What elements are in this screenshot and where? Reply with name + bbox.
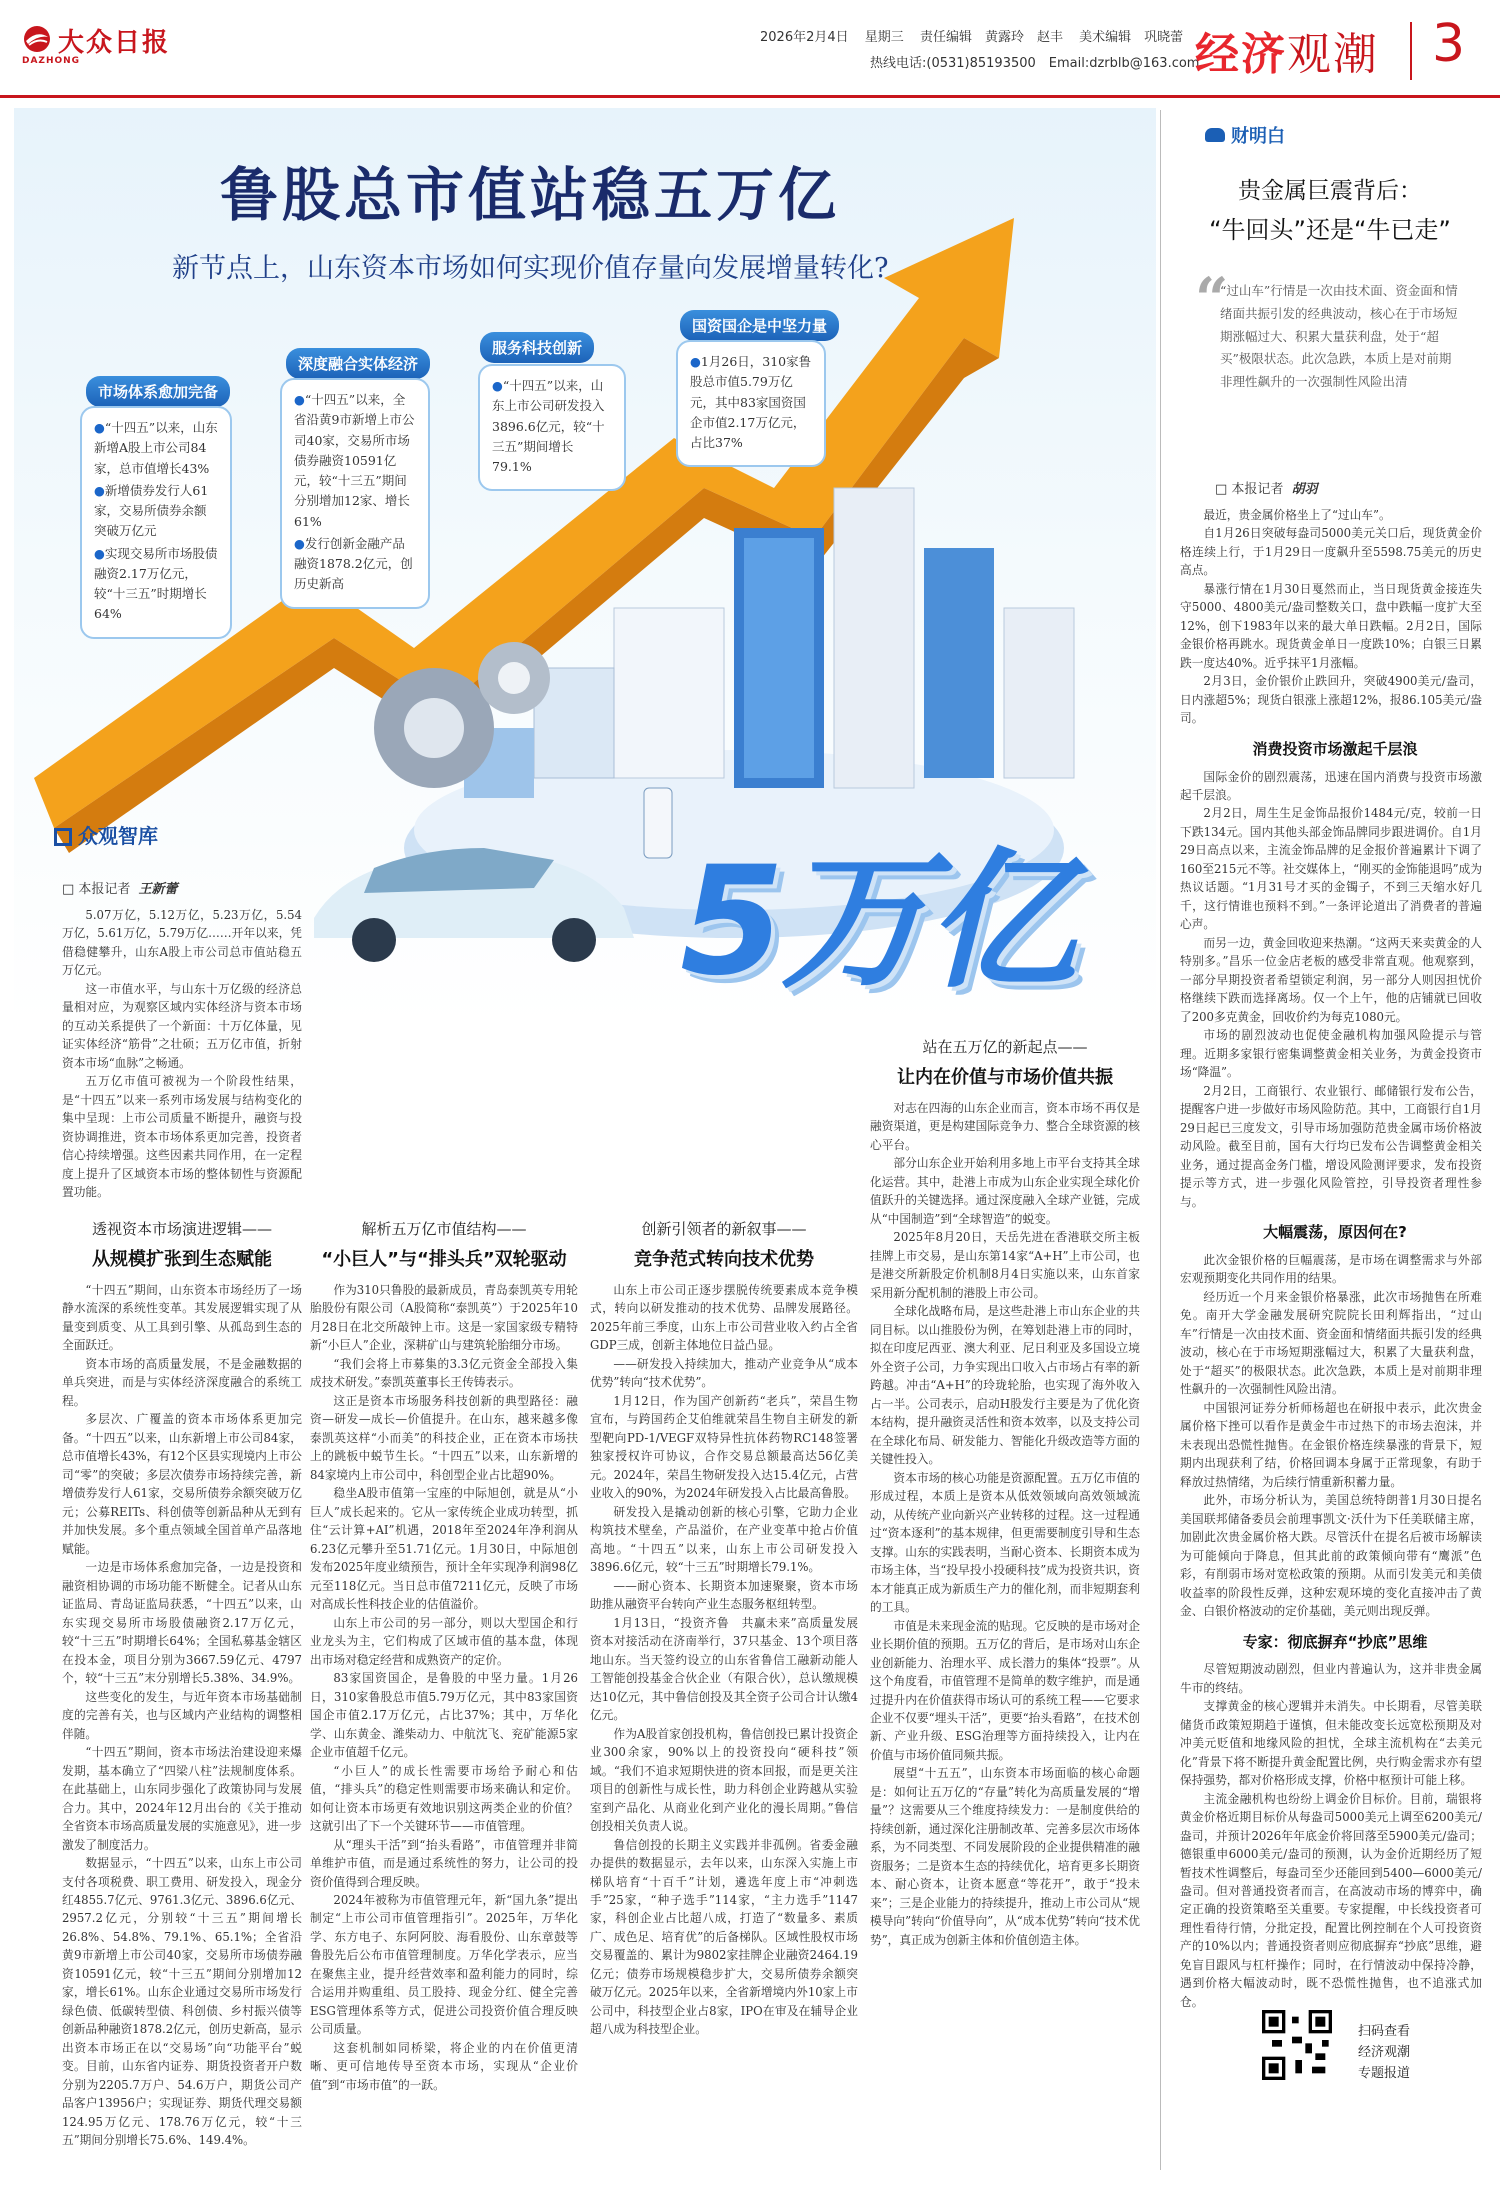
column-2 xyxy=(310,1218,578,2094)
issue-weekday: 星期三 xyxy=(864,30,904,45)
column-3 xyxy=(590,1218,858,2039)
section-title xyxy=(1195,18,1379,82)
lead-text xyxy=(62,906,302,1202)
grid-icon xyxy=(54,828,72,846)
tag-market-system: 市场体系愈加完备 xyxy=(86,376,230,407)
right-title-line2: “牛回头”还是“牛已走” xyxy=(1209,216,1451,244)
byline-right: □ 本报记者 胡羽 xyxy=(1215,482,1318,497)
column-body: 对志在四海的山东企业而言，资本市场不再仅是融资渠道，更是构建国际竞争力、整合全球资源的核心平台。 部分山东企业开始利用多地上市平台支持其全球化运营。其中，赴港上市成为山东企业实现全球化价值跃升的关键选择。通过深度融入全球产业链，完成从“中国制造”到“全球智造”的蜕变。 2025年8月20日，天岳先进在香港联交所主板挂牌上市交易，是山东第14家“A+H”上市公司，也是港交所新股定价机制8月4日实施以来，山东首家采用新分配机制的港股上市公司。 全球化战略布局，是这些赴港上市山东企业的共同目标。以山推股份为例，在筹划赴港上市的同时，拟在印度尼西亚、澳大利亚、尼日利亚及多国设立境外全资子公司，力争实现出口收入占市场占有率的新跨越。冲击“A+H”的玲珑轮胎，也实现了海外收入占一半。公司表示，启动H股发行主要是为了优化资本结构，提升融资灵活性和资本效率，以及支持公司在全球化布局、研发能力、智能化升级改造等方面的关键性投入。 资本市场的核心功能是资源配置。五万亿市值的形成过程，本质上是资本从低效领域向高效领域流动，从传统产业向新兴产业转移的过程。这一过程通过“资本逐利”的基本规律，但更需要制度引导和生态支撑。山东的实践表明，当耐心资本、长期资本成为市场主体，当“投早投小投硬科技”成为投资共识，资本才能真正成为新质生产力的催化剂，而非短期套利的工具。 市值是未来现金流的贴现。它反映的是市场对企业长期价值的预期。五万亿的背后，是市场对山东企业创新能力、治理水平、成长潜力的集体“投票”。从这个角度看，市值管理不是简单的数字维护，而是通过提升内在价值获得市场认可的系统工程——它要求企业不仅要“埋头干活”，更要“抬头看路”，在技术创新、产业升级、ESG治理等方面持续投入，让内在价值与市场价值同频共振。 展望“十五五”，山东资本市场面临的核心命题是：如何让五万亿的“存量”转化为高质量发展的“增量”？这需要从三个维度持续发力：一是制度供给的持续创新，通过深化注册制改革、完善多层次市场体系，为不同类型、不同发展阶段的企业提供精准的融资服务；二是资本生态的持续优化，培育更多长期资本、耐心资本，让资本愿意“等花开”，敢于“投未来”；三是企业能力的持续提升，推动上市公司从“规模导向”转向“价值导向”，从“成本优势”转向“技术优势”，真正成为创新主体和价值创造主体。 xyxy=(870,1101,1140,1947)
issue-date: 2026年2月4日 xyxy=(760,30,849,45)
tag-real-economy: 深度融合实体经济 xyxy=(286,348,430,379)
column-divider xyxy=(1160,110,1161,2170)
column-title: 从规模扩张到生态赋能 xyxy=(92,1249,272,1270)
column-title: 让内在价值与市场价值共振 xyxy=(897,1067,1113,1088)
qr-caption: 扫码查看 经济观潮 专题报道 xyxy=(1358,2024,1411,2081)
bubble-item: ●发行创新金融产品融资1878.2亿元，创历史新高 xyxy=(294,535,413,592)
column-title: “小巨人”与“排头兵”双轮驱动 xyxy=(321,1249,567,1270)
issue-editor: 责任编辑 黄露玲 赵丰 xyxy=(919,30,1063,45)
right-subhead-3: 专家：彻底摒弃“抄底”思维 xyxy=(1242,1632,1428,1651)
bubble-soe xyxy=(676,340,826,467)
lead-paragraph: 5.07万亿，5.12万亿，5.23万亿，5.54万亿，5.61万亿，5.79万亿……开年以来，凭借稳健攀升，山东A股上市公司总市值站稳五万亿元。 xyxy=(62,908,302,978)
charging-station-icon xyxy=(644,788,672,858)
column-body: 山东上市公司正逐步摆脱传统要素成本竞争模式，转向以研发推动的技术优势、品牌发展路径。2025年前三季度，山东上市公司营业收入约占全省GDP三成，创新主体地位日益凸显。 ——研发投入持续加大，推动产业竞争从“成本优势”转向“技术优势”。 1月12日，作为国产创新药“老兵”，荣昌生物宣布，与跨国药企艾伯维就荣昌生物自主研发的新型靶向PD-1/VEGF双特异性抗体药物RC148签署独家授权许可协议，合作交易总额最高达56亿美元。2024年，荣昌生物研发投入达15.4亿元，占营业收入的90%，为2024年研发投入占比最高鲁股。 研发投入是撬动创新的核心引擎，它助力企业构筑技术壁垒，产品溢价，在产业变革中抢占价值高地。“十四五”以来，山东上市公司研发投入3896.6亿元，较“十三五”时期增长79.1%。 ——耐心资本、长期资本加速聚聚，资本市场助推从融资平台转向产业生态服务枢纽转型。 1月13日，“投资齐鲁 共赢未来”高质量发展资本对接活动在济南举行，37只基金、13个项目落地山东。当天签约设立的山东省鲁信工融新动能人工智能创投基金合伙企业（有限合伙），总认缴规模达10亿元，其中鲁信创投及其全资子公司合计认缴4亿元。 作为A股首家创投机构，鲁信创投已累计投资企业300余家，90%以上的投资投向“硬科技”领域。“我们不追求短期快进的资本回报，而是更关注项目的创新性与成长性，助力科创企业跨越从实验室到产品化、从商业化到产业化的漫长周期。”鲁信创投相关负责人说。 鲁信创投的长期主义实践并非孤例。省委金融办提供的数据显示，去年以来，山东深入实施上市梯队培育“十百千”计划，遴选年度上市“冲刺选手”25家，“种子选手”114家，“主力选手”1147家，科创企业占比超八成，打造了“数量多、素质广、成色足、培育优”的后备梯队。区域性股权市场交易覆盖的、累计为9802家挂牌企业融资2464.19亿元；债券市场规模稳步扩大，交易所债券余额突破万亿元。2025年以来，全省新增境内外10家上市公司中，科技型企业占8家，IPO在审及在辅导企业超八成为科技型企业。 xyxy=(590,1283,858,2037)
column-body: “十四五”期间，山东资本市场经历了一场静水流深的系统性变革。其发展逻辑实现了从量变到质变、从工具到引擎、从孤岛到生态的全面跃迁。 资本市场的高质量发展，不是金融数据的单兵突进，而是与实体经济深度融合的系统工程。 多层次、广覆盖的资本市场体系更加完备。“十四五”以来，山东新增上市公司84家，总市值增长43%，有12个区县实现境内上市公司“零”的突破；多层次债券市场持续完善，新增债券发行人61家，交易所债券余额突破万亿元；公募REITs、科创债等创新品种从无到有并加快发展。多个重点领域全国首单产品落地赋能。 一边是市场体系愈加完备，一边是投资和融资相协调的市场功能不断健全。记者从山东证监局、青岛证监局获悉，“十四五”以来，山东实现交易所市场股债融资2.17万亿元，较“十三五”时期增长64%；全国私募基金辖区在投本金，项目分别为3667.59亿元、4797个，较“十三五”末分别增长5.38%、34.9%。 这些变化的发生，与近年资本市场基础制度的完善有关，也与区域内产业结构的调整相伴随。 “十四五”期间，资本市场法治建设迎来爆发期，基本确立了“四梁八柱”法规制度体系。在此基础上，山东同步强化了政策协同与发展合力。其中，2024年12月出台的《关于推动全省资本市场高质量发展的实施意见》，进一步激发了制度活力。 数据显示，“十四五”以来，山东上市公司支付各项税费、职工费用、研发投入，现金分红4855.7亿元、9761.3亿元、3896.6亿元、2957.2亿元，分别较“十三五”期间增长26.8%、54.8%、79.1%、65.1%；全省沿黄9市新增上市公司40家，交易所市场债券融资10591亿元，较“十三五”期间分别增加12家，增长61%。山东企业通过交易所市场发行绿色债、低碳转型债、科创债、乡村振兴债等创新品种融资1878.2亿元，创历史新高，显示出资本市场正在以“交易场”向“功能平台”蜕变。目前，山东省内证券、期货投资者开户数分别为2205.7万户、54.6万户，期货公司产品客户13956户；实现证券、期货代理交易额124.95万亿元、178.76万亿元，较“十三五”期间分别增长75.6%、149.4%。 xyxy=(62,1283,302,2148)
logo-emblem-icon xyxy=(20,24,54,54)
byline-main: □ 本报记者 王新蕾 xyxy=(62,882,178,897)
right-subhead-1: 消费投资市场激起千层浪 xyxy=(1252,739,1418,758)
main-subhead: 新节点上，山东资本市场如何实现价值存量向发展增量转化? xyxy=(172,253,889,284)
tag-tech-innovation: 服务科技创新 xyxy=(480,332,594,363)
newspaper-logo xyxy=(20,22,170,66)
bubble-market-system xyxy=(80,406,232,639)
column-body: 作为310只鲁股的最新成员，青岛泰凯英专用轮胎股份有限公司（A股简称“泰凯英”）于2025年10月28日在北交所敲钟上市。这是一家国家级专精特新“小巨人”企业，深耕矿山与建筑轮胎细分市场。 “我们会将上市募集的3.3亿元资金全部投入集成技术研发。”泰凯英董事长王传铸表示。 这正是资本市场服务科技创新的典型路径：融资—研发—成长—价值提升。在山东，越来越多像泰凯英这样“小而美”的科技企业，正在资本市场扶上的跳板中蜕节生长。“十四五”以来，山东新增的84家境内上市公司中，科创型企业占比超90%。 稳坐A股市值第一宝座的中际旭创，就是从“小巨人”成长起来的。它从一家传统企业成功转型，抓住“云计算+AI”机遇，2018年至2024年净利润从6.23亿元攀升至51.71亿元。1月30日，中际旭创发布2025年度业绩预告，预计全年实现净利润98亿元至118亿元。当日总市值7211亿元，反映了市场对高成长性科技企业的估值溢价。 山东上市公司的另一部分，则以大型国企和行业龙头为主，它们构成了区域市值的基本盘，体现出市场对稳定经营和成熟资产的定价。 83家国资国企，是鲁股的中坚力量。1月26日，310家鲁股总市值5.79万亿元，其中83家国资国企市值2.17万亿元，占比37%；其中，万华化学、山东黄金、潍柴动力、中航沈飞、兖矿能源5家企业市值超千亿元。 “小巨人”的成长性需要市场给予耐心和估值，“排头兵”的稳定性则需要市场来确认和定价。如何让资本市场更有效地识别这两类企业的价值？这就引出了下一个关键环节——市值管理。 从“理头干活”到“抬头看路”，市值管理并非简单维护市值，而是通过系统性的努力，让公司的投资价值得到合理反映。 2024年被称为市值管理元年，新“国九条”提出制定“上市公司市值管理指引”。2025年，万华化学、东方电子、东阿阿胶、海看股份、山东章鼓等鲁股先后公布市值管理制度。万华化学表示，应当在聚焦主业，提升经营效率和盈利能力的同时，综合运用并购重组、员工股持、现金分红、健全完善ESG管理体系等方式，促进公司投资价值合理反映公司质量。 这套机制如同桥梁，将企业的内在价值更清晰、更可信地传导至资本市场，实现从“企业价值”到“市场市值”的一跃。 xyxy=(310,1283,578,2092)
bubble-real-economy xyxy=(280,378,430,609)
column-label-caimingbai: 财明白 xyxy=(1205,122,1285,148)
column-label-zhongguan: 众观智库 xyxy=(54,820,158,849)
page-number-divider xyxy=(1410,22,1412,80)
issue-hotline: 热线电话:(0531)85193500 Email:dzrblb@163.com xyxy=(870,56,1200,71)
bubble-item: ●新增债券发行人61家，交易所债券余额突破万亿元 xyxy=(94,482,209,539)
hand-icon xyxy=(1205,128,1225,142)
column-4 xyxy=(870,1036,1140,1949)
right-body: 最近，贵金属价格坐上了“过山车”。 自1月26日突破每盎司5000美元关口后，现货黄金价格连续上行，于1月29日一度飙升至5598.75美元的历史高点。 暴涨行情在1月30日戛然而止，当日现货黄金接连失守5000、4800美元/盎司整数关口，盘中跌幅一度扩大至12%，创下1983年以来的最大单日跌幅。2月2日，国际金银价格再跳水。现货黄金单日一度跌10%；白银三日累跌一度达40%。近乎抹平1月涨幅。 2月3日，金价银价止跌回升，突破4900美元/盎司，日内涨超5%；现货白银涨上涨超12%，报86.105美元/盎司。 消费投资市场激起千层浪 国际金价的剧烈震荡，迅速在国内消费与投资市场激起千层浪。 2月2日，周生生足金饰品报价1484元/克，较前一日下跌134元。国内其他头部金饰品牌同步跟进调价。自1月29日高点以来，主流金饰品牌的足金报价普遍累计下调了160至215元不等。社交媒体上，“刚买的金饰能退吗”成为热议话题。“1月31号才买的金镯子，不到三天缩水好几千，这行情谁也预料不到。”一条评论道出了消费者的普遍心声。 而另一边，黄金回收迎来热潮。“这两天来卖黄金的人特别多。”昌乐一位金店老板的感受非常直观。他观察到，一部分早期投资者希望锁定利润，另一部分人则因担忧价格继续下跌而选择离场。仅一个上午，他的店铺就已回收了200多克黄金，回收价约为每克1080元。 市场的剧烈波动也促使金融机构加强风险提示与管理。近期多家银行密集调整黄金相关业务，为黄金投资市场“降温”。 2月2日，工商银行、农业银行、邮储银行发布公告，提醒客户进一步做好市场风险防范。其中，工商银行自1月29日起已三度发文，引导市场加强防范贵金属市场价格波动风险。截至目前，国有大行均已发布公告调整黄金相关业务，通过提高金务门槛，增设风险测评要求，发布投资提示等方式，进一步强化风险管控，引导投资者理性参与。 大幅震荡，原因何在? 此次金银价格的巨幅震荡，是市场在调整需求与外部宏观预期变化共同作用的结果。 经历近一个月来金银价格暴涨，此次市场抛售在所难免。南开大学金融发展研究院院长田利辉指出，“过山车”行情是一次由技术面、资金面和情绪面共振引发的经典波动，核心在于市场短期涨幅过大，积累了大量获利盘，处于“超买”的极限状态。此次急跌，本质上是对前期非理性飙升的一次强制性风险出清。 中国银河证券分析师杨超也在研报中表示，此次贵金属价格下挫可以看作是黄金牛市过热下的市场去泡沫，并未表现出恐慌性抛售。在金银价格连续暴涨的背景下，短期内出现获利了结，价格回调本身属于正常现象，有助于释放过热情绪，为后续行情重新积蓄力量。 此外，市场分析认为，美国总统特朗普1月30日提名美国联邦储备委员会前理事凯文·沃什为下任美联储主席，加剧此次贵金属价格大跌。尽管沃什在提名后被市场解读为可能倾向于降息，但其此前的政策倾向带有“鹰派”色彩，有削弱市场对宽松政策的预期。从而引发美元和美债收益率的阶段性反弹，这种宏观环境的变化直接冲击了黄金、白银价格波动的定价基础，美元则出现反弹。 专家：彻底摒弃“抄底”思维 尽管短期波动剧烈，但业内普遍认为，这并非贵金属牛市的终结。 支撑黄金的核心逻辑并未消失。中长期看，尽管美联储货币政策短期趋于谨慎，但未能改变长远宽松预期及对冲美元贬值和地缘风险的担忧，全球主流机构在“去美元化”背景下将不断提升黄金配置比例，央行购金需求亦有望保持强势，都对价格形成支撑，价格中枢预计可能上移。 主流金融机构也纷纷上调金价目标价。目前，瑞银将黄金价格近期目标价从每盎司5000美元上调至6200美元/盎司，并预计2026年年底金价将回落至5900美元/盎司；德银重申6000美元/盎司的预测，认为金价近期经历了短暂技术性调整后，每盎司至少还能回到5400—6000美元/盎司。但对普通投资者而言，在高波动市场的博弈中，确定正确的投资策略至关重要。专家提醒，中长线投资者可理性看待行情，分批定投，配置比例控制在个人可投资资产的10%以内；普通投资者则应彻底摒弃“抄底”思维，避免盲目跟风与杠杆操作；同时，在行情波动中保持冷静，遇到价格大幅波动时，既不恐慌性抛售，也不追涨式加仓。 xyxy=(1180,506,1482,2011)
page-number: 3 xyxy=(1432,14,1466,74)
big-number-5-trillion: 5万亿 xyxy=(680,835,1073,1009)
right-title-line1: 贵金属巨震背后： xyxy=(1238,178,1422,204)
right-subhead-2: 大幅震荡，原因何在? xyxy=(1263,1223,1407,1242)
issue-art-editor: 美术编辑 巩晓蕾 xyxy=(1079,30,1184,45)
bubble-item: ●1月26日，310家鲁股总市值5.79万亿元，其中83家国资国企市值2.17万亿元，占比37% xyxy=(690,354,812,450)
column-kicker: 站在五万亿的新起点—— xyxy=(922,1038,1088,1056)
section-title-b: 观潮 xyxy=(1287,29,1379,80)
lead-paragraph: 这一市值水平，与山东十万亿级的经济总量相对应，为观察区域内实体经济与资本市场的互动关系提供了一个新面：十万亿体量，见证实体经济“筋骨”之壮硕；五万亿市值，折射资本市场“血脉”之畅通。 xyxy=(62,981,302,1070)
quote-mark-icon: “ xyxy=(1195,265,1229,333)
qr-code-icon[interactable] xyxy=(1262,2010,1332,2080)
bubble-item: ●实现交易所市场股债融资2.17万亿元，较“十三五”时期增长64% xyxy=(94,545,218,622)
bubble-item: ●“十四五”以来，山东上市公司研发投入3896.6亿元，较“十三五”期间增长79.1% xyxy=(492,378,605,474)
bubble-tech-innovation xyxy=(478,364,626,491)
pull-quote: “过山车”行情是一次由技术面、资金面和情绪面共振引发的经典波动，核心在于市场短期涨幅过大、积累大量获利盘，处于“超买”极限状态。此次急跌，本质上是对前期非理性飙升的一次强制性风险出清 xyxy=(1220,283,1458,389)
masthead-rule xyxy=(0,95,1500,98)
column-kicker: 创新引领者的新叙事—— xyxy=(641,1220,807,1238)
column-kicker: 透视资本市场演进逻辑—— xyxy=(91,1220,272,1238)
lead-paragraph: 五万亿市值可被视为一个阶段性结果，是“十四五”以来一系列市场发展与结构变化的集中呈现：上市公司质量不断提升，融资与投资协调推进，资本市场体系更加完善，投资者信心持续增强。这些因素共同作用，在一定程度上提升了区域资本市场的整体韧性与资源配置功能。 xyxy=(62,1074,302,1200)
column-title: 竞争范式转向技术优势 xyxy=(634,1249,814,1270)
issue-meta xyxy=(760,26,1195,45)
column-kicker: 解析五万亿市值结构—— xyxy=(361,1220,527,1238)
logo-text: 大众日报 xyxy=(58,28,171,58)
main-headline: 鲁股总市值站稳五万亿 xyxy=(220,161,841,229)
bubble-item: ●“十四五”以来，全省沿黄9市新增上市公司40家，交易所市场债券融资10591亿元，较“十三五”期间分别增加12家、增长61% xyxy=(294,392,415,529)
logo-sub: DAZHONG xyxy=(22,56,81,66)
tag-soe-backbone: 国资国企是中坚力量 xyxy=(680,310,839,341)
column-1 xyxy=(62,1218,302,2150)
section-title-a: 经济 xyxy=(1195,29,1287,80)
bubble-item: ●“十四五”以来，山东新增A股上市公司84家，总市值增长43% xyxy=(94,420,218,476)
